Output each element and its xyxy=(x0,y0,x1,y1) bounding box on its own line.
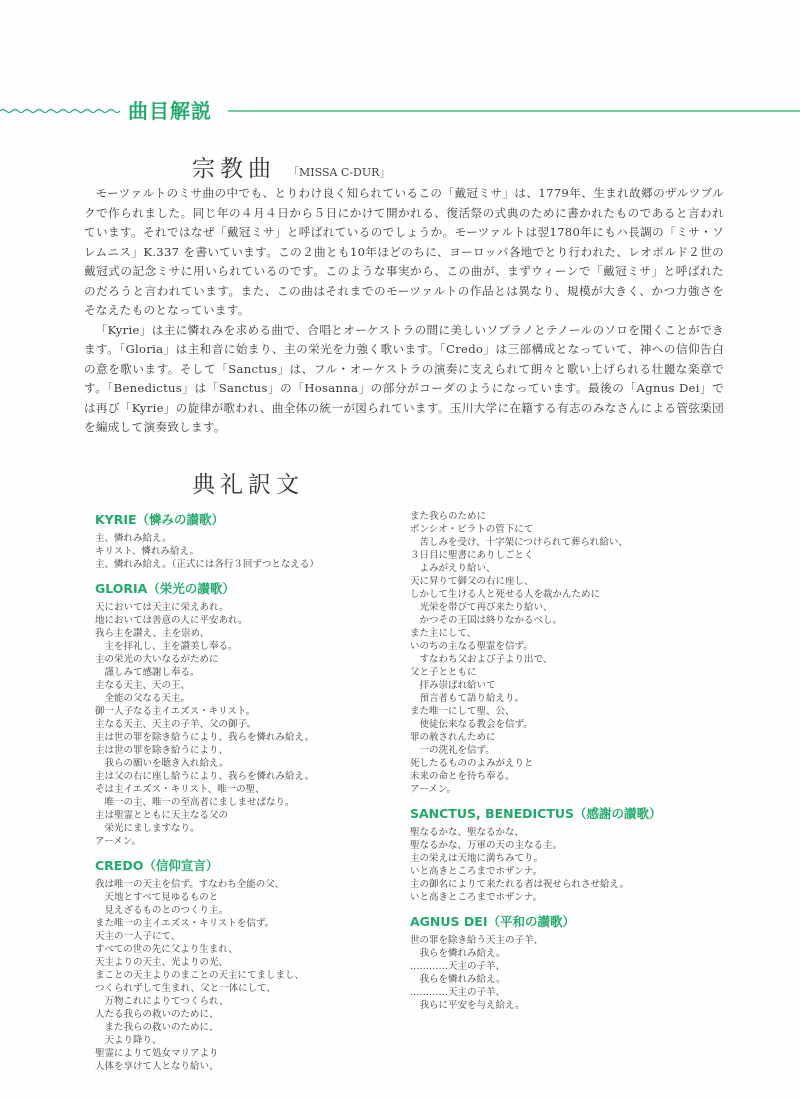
text-line: 光栄を帯びて再び来たり給い、 xyxy=(419,602,553,613)
section-label: 曲目解説 xyxy=(128,99,212,123)
text-line: 天地とすべて見ゆるものと xyxy=(104,892,219,903)
text-line: 罪の赦されんために xyxy=(410,732,496,743)
intro-paragraph: 「Kyrie」は主に憐れみを求める曲で、合唱とオーケストラの間に美しいソプラノとテノールのソロを聞くことができます。「Gloria」は主和音に始まり、主の栄光を力強く歌います。「Credo」は三部構成となっていて、神への信仰告白の意を歌います。そして「Sanctus」は、フル・オーケストラの演奏に支えられて朗々と歌い上げられる壮麗な楽章です。「Benedictus」は「Sanctus」の「Hosanna」の部分がコーダのようになっています。最後の「Agnus Dei」では再び「Kyrie」の旋律が歌われ、曲全体の統一が図られています。玉川大学に在籍する有志のみなさんによる管弦楽団を編成して演奏致します。 xyxy=(84,322,724,434)
text-line: 天主よりの天主、光よりの光、 xyxy=(95,957,229,968)
text-line: 主は世の罪を除き給うにより、 xyxy=(95,745,229,756)
text-line: 未来の命とを待ち奉る。 xyxy=(410,771,515,782)
text-line: 栄光にましますなり。 xyxy=(104,823,200,834)
text-line: 拝み崇ばれ給いて xyxy=(419,680,496,691)
gloria-section xyxy=(95,579,413,848)
text-line: 天主の一人子にて、 xyxy=(95,931,181,942)
credo-section xyxy=(95,856,413,1073)
credo-title: CREDO（信仰宣言） xyxy=(95,858,219,873)
text-line: 聖なるかな、万軍の天の主なる主。 xyxy=(410,840,563,851)
agnus-section xyxy=(410,912,728,1012)
text-line: 父と子とともに xyxy=(410,667,477,678)
gloria-title: GLORIA（栄光の讃歌） xyxy=(95,581,235,596)
text-line: 主を拝礼し、主を讃美し奉る。 xyxy=(104,641,238,652)
text-line: 天においては天主に栄えあれ。 xyxy=(95,602,229,613)
text-line: 死したるもののよみがえりと xyxy=(410,758,534,769)
text-line: 主は父の右に座し給うにより、我らを憐れみ給え。 xyxy=(95,771,315,782)
text-line: 御一人子なる主イエズス・キリスト。 xyxy=(95,706,256,717)
text-line: 謹しみて感謝し奉る。 xyxy=(104,667,200,678)
text-line: 我らに平安を与え給え。 xyxy=(419,1000,525,1011)
text-line: 万物これによりてつくられ、 xyxy=(104,996,229,1007)
text-line: 唯一の主、唯一の至高者にましませばなり。 xyxy=(104,797,295,808)
text-line: 主の栄えは天地に満ちみてり。 xyxy=(410,853,544,864)
text-line: 我らの願いを聴き入れ給え。 xyxy=(104,758,229,769)
text-line: 天より降り、 xyxy=(104,1035,162,1046)
text-line: アーメン。 xyxy=(95,836,141,847)
text-line: また唯一の主イエズス・キリストを信ず。 xyxy=(95,918,275,929)
text-line: 主、憐れみ給え。 xyxy=(95,533,172,544)
text-line: 天に昇りて御父の右に座し、 xyxy=(410,576,534,587)
sanctus-section xyxy=(410,804,728,904)
text-line: 主、憐れみ給え。（正式には各行３回ずつとなえる） xyxy=(95,559,319,570)
text-line: 使徒伝来なる教会を信ず。 xyxy=(419,719,533,730)
text-line: いと高きところまでホザンナ。 xyxy=(410,892,543,903)
text-line: 主なる天主、天主の子羊、父の御子。 xyxy=(95,719,257,730)
text-line: 地においては善意の人に平安あれ。 xyxy=(95,615,248,626)
text-line: まことの天主よりのまことの天主にてましまし、 xyxy=(95,970,305,981)
intro-paragraph: モーツァルトのミサ曲の中でも、とりわけ良く知られているこの「戴冠ミサ」は、1779年、生まれ故郷のザルツブルクで作られました。同じ年の４月４日から５日にかけて開かれる、復活祭の式典のために書かれたものであると言われています。それではなぜ「戴冠ミサ」と呼ばれているのでしょうか。モーツァルトは翌1780年にもハ長調の「ミサ・ソレムニス」K.337 を書いています。この２曲とも10年ほどのちに、ヨーロッパ各地でとり行われた、レオポルド２世の戴冠式の記念ミサに用いられているのです。このような事実から、この曲が、まずウィーンで「戴冠ミサ」と呼ばれたのだろうと言われています。また、この曲はそれまでのモーツァルトの作品とは異なり、規模が大きく、かつ力強さをそなえたものとなっています。 xyxy=(84,186,724,317)
wave-divider-right xyxy=(228,108,800,114)
text-line: 聖霊によりて処女マリアより xyxy=(95,1048,219,1059)
text-line: …………天主の子羊、 xyxy=(410,961,506,972)
text-line: 我は唯一の天主を信ず。すなわち全能の父、 xyxy=(95,879,285,890)
credo-continued xyxy=(410,510,728,796)
page-subtitle: 「MISSA C-DUR」 xyxy=(288,166,391,179)
intro-text xyxy=(84,184,724,438)
sanctus-title: SANCTUS, BENEDICTUS（感謝の讃歌） xyxy=(410,806,662,821)
text-line: いのちの主なる聖霊を信ず。 xyxy=(410,641,533,652)
text-line: いと高きところまでホザンナ。 xyxy=(410,866,543,877)
text-line: かつその王国は終りなかるべし。 xyxy=(419,615,563,626)
text-line: また主にして、 xyxy=(410,628,477,639)
text-line: また唯一にして聖、公、 xyxy=(410,706,515,717)
text-line: しかして生ける人と死せる人を裁かんために xyxy=(410,589,601,600)
liturgy-heading: 典礼訳文 xyxy=(192,472,304,498)
text-line: ３日目に聖書にありしごとく xyxy=(410,550,534,561)
text-line: 見えざるものとのつくり主。 xyxy=(104,905,229,916)
kyrie-section xyxy=(95,510,413,571)
text-line: 主の御名によりて来たれる者は祝せられさせ給え。 xyxy=(410,879,630,890)
title-row xyxy=(192,150,390,180)
text-line: 世の罪を除き給う天主の子羊、 xyxy=(410,935,544,946)
text-line: そは主イエズス・キリスト、唯一の聖、 xyxy=(95,784,265,795)
text-line: すなわち父および子より出で、 xyxy=(419,654,553,665)
text-line: 一の洗礼を信ず。 xyxy=(419,745,495,756)
text-line: よみがえり給い、 xyxy=(419,563,496,574)
text-line: キリスト、憐れみ給え。 xyxy=(95,546,200,557)
text-line: 人たる我らの救いのために、 xyxy=(95,1009,219,1020)
text-line: 我らを憐れみ給え。 xyxy=(419,948,506,959)
kyrie-title: KYRIE（憐みの讃歌） xyxy=(95,512,225,527)
text-line: すべての世の先に父より生まれ、 xyxy=(95,944,238,955)
text-line: 我らを憐れみ給え。 xyxy=(419,974,506,985)
text-line: また我らの救いのために、 xyxy=(104,1022,219,1033)
wave-divider-left xyxy=(0,108,122,114)
text-line: 苦しみを受け、十字架につけられて葬られ給い、 xyxy=(419,537,628,548)
text-line: 預言者もて語り給えり。 xyxy=(419,693,525,704)
text-line: アーメン。 xyxy=(410,784,456,795)
text-line: 主は世の罪を除き給うにより、我らを憐れみ給え。 xyxy=(95,732,315,743)
text-line: 我ら主を讃え、主を崇め、 xyxy=(95,628,210,639)
agnus-title: AGNUS DEI（平和の讃歌） xyxy=(410,914,575,929)
page-title: 宗教曲 xyxy=(192,156,276,182)
text-line: また我らのために xyxy=(410,511,487,522)
section-header xyxy=(0,96,800,126)
text-line: 主なる天主、天の王、 xyxy=(95,680,191,691)
text-line: 全能の父なる天主。 xyxy=(104,693,191,704)
text-line: ポンシオ・ピラトの管下にて xyxy=(410,524,534,535)
text-line: 人体を享けて人となり給い、 xyxy=(95,1061,219,1072)
text-line: つくられずして生まれ、父と一体にして、 xyxy=(95,983,276,994)
text-line: …………天主の子羊、 xyxy=(410,987,506,998)
text-line: 主の栄光の大いなるがために xyxy=(95,654,219,665)
column-right xyxy=(410,510,728,1020)
text-line: 主は聖霊とともに天主なる父の xyxy=(95,810,229,821)
column-left xyxy=(95,510,413,1081)
text-line: 聖なるかな、聖なるかな、 xyxy=(410,827,525,838)
